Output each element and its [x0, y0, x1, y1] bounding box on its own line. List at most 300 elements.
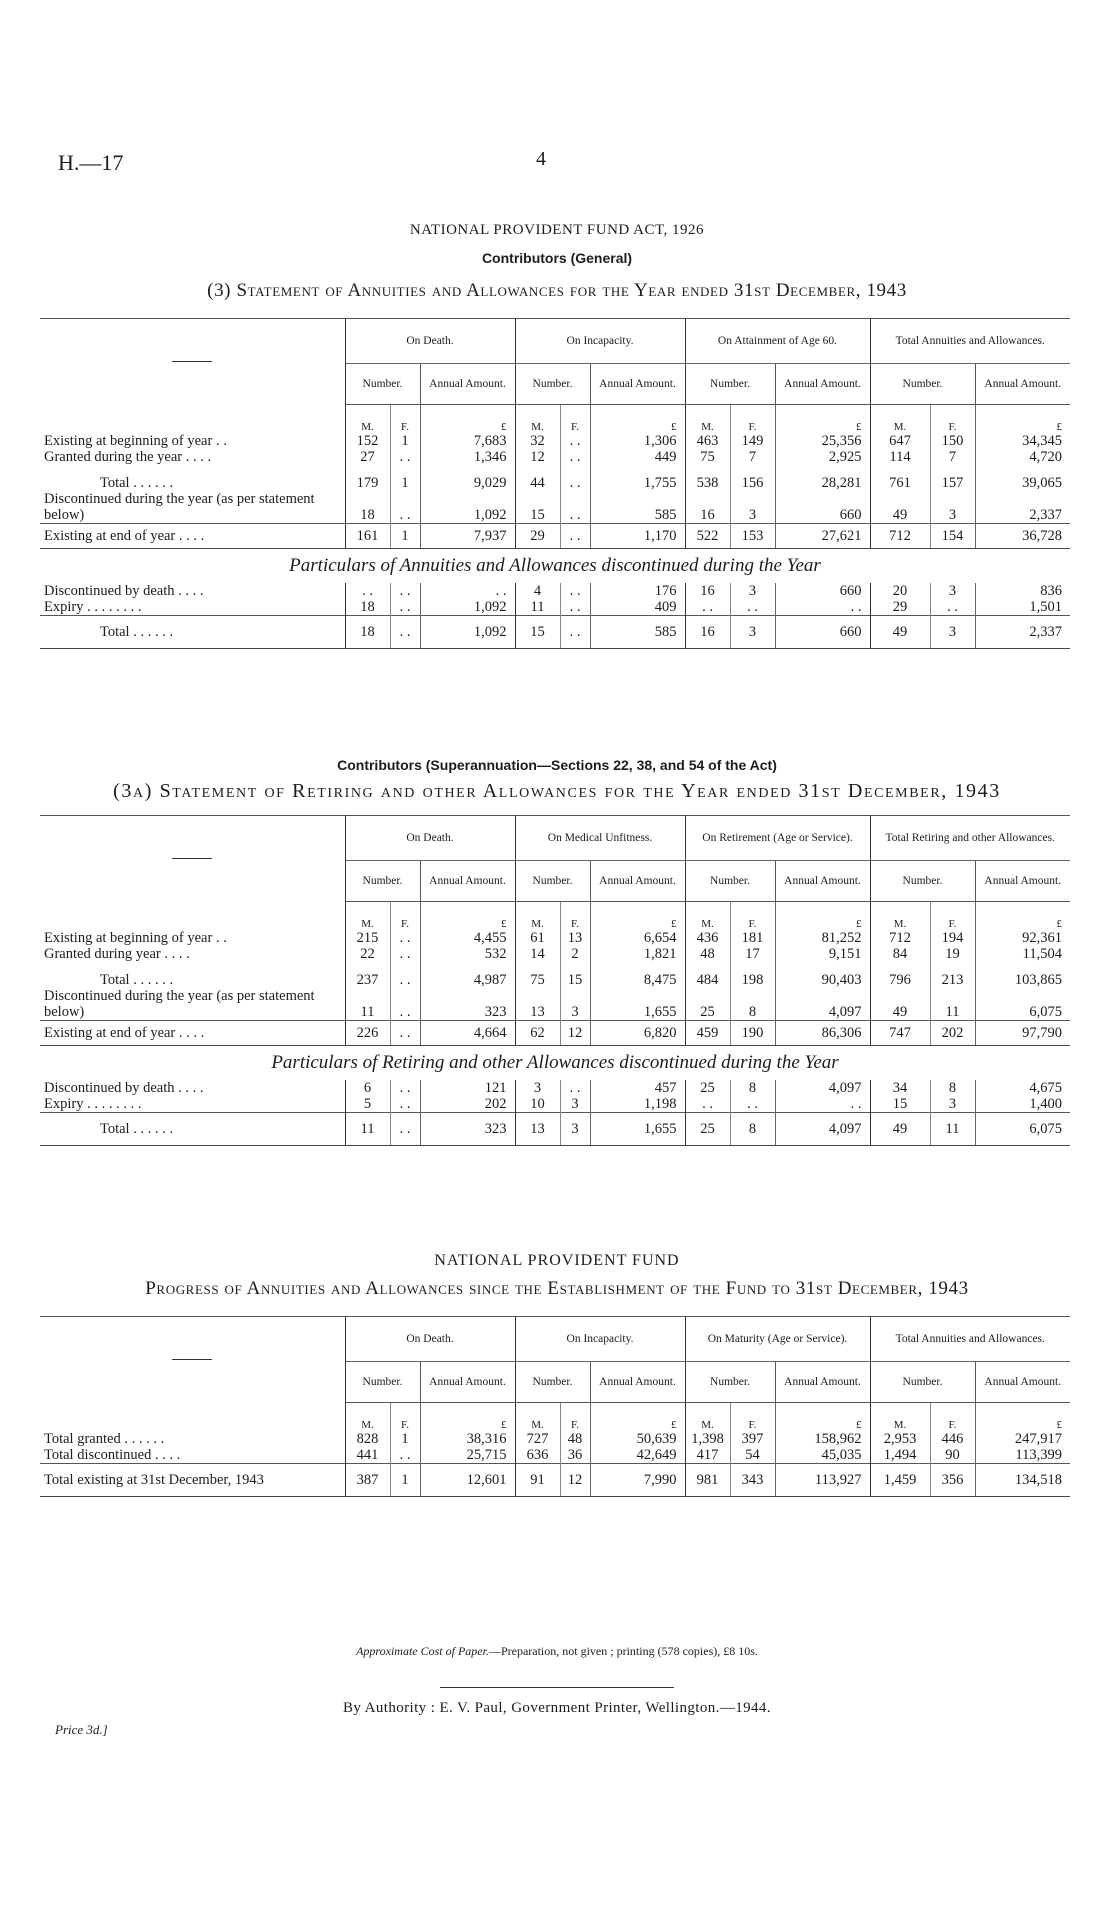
table-cell: 747	[870, 1021, 930, 1046]
table-row	[40, 583, 1070, 599]
table-cell: 6,654	[590, 930, 685, 946]
table-cell: 585	[590, 616, 685, 649]
table-cell: 6	[345, 1080, 390, 1096]
table-cell: 39,065	[975, 475, 1070, 491]
table-row	[40, 1464, 1070, 1497]
table-cell: 660	[775, 616, 870, 649]
unit-row	[40, 405, 1070, 434]
table-cell: 113,927	[775, 1464, 870, 1497]
unit-pound: £	[420, 902, 515, 931]
table-cell: 49	[870, 988, 930, 1021]
amount-header: Annual Amount.	[775, 861, 870, 902]
table-cell: 1,755	[590, 475, 685, 491]
unit-stub	[40, 902, 345, 931]
table-cell: 11	[345, 988, 390, 1021]
group-header: On Death.	[345, 1317, 515, 1362]
table-cell: 1,198	[590, 1096, 685, 1113]
amount-header: Annual Amount.	[590, 861, 685, 902]
group-header: Total Annuities and Allowances.	[870, 319, 1070, 364]
table-cell: 48	[685, 946, 730, 962]
table-cell: . .	[560, 491, 590, 524]
table-cell: 3	[515, 1080, 560, 1096]
table-cell: 75	[685, 449, 730, 465]
price-note: Price 3d.]	[55, 1722, 108, 1737]
table-cell: 538	[685, 475, 730, 491]
unit-stub	[40, 405, 345, 434]
table-cell: . .	[560, 599, 590, 616]
amount-header: Annual Amount.	[975, 1362, 1070, 1403]
table-cell: 18	[345, 599, 390, 616]
unit-f: F.	[390, 1403, 420, 1432]
number-header: Number.	[515, 1362, 590, 1403]
table-cell: 158,962	[775, 1431, 870, 1447]
table-cell: 161	[345, 524, 390, 549]
table-cell: 647	[870, 433, 930, 449]
unit-f: F.	[560, 1403, 590, 1432]
table-cell: 7	[930, 449, 975, 465]
unit-pound: £	[975, 405, 1070, 434]
table-cell: 25	[685, 1113, 730, 1146]
table-cell: 176	[590, 583, 685, 599]
section2-subtitle: Contributors (Superannuation—Sections 22, 38, and 54 of the Act)	[337, 757, 777, 773]
table-cell: 14	[515, 946, 560, 962]
table-row	[40, 1431, 1070, 1447]
unit-row	[40, 902, 1070, 931]
document-reference: H.—17	[58, 150, 124, 175]
group-header: Total Retiring and other Allowances.	[870, 816, 1070, 861]
row-label: Existing at beginning of year . .	[44, 930, 227, 946]
table-cell: 156	[730, 475, 775, 491]
table-cell: 17	[730, 946, 775, 962]
unit-m: M.	[685, 902, 730, 931]
table-cell: . .	[420, 583, 515, 599]
table-row	[40, 1113, 1070, 1146]
table-cell: 18	[345, 491, 390, 524]
row-label: Discontinued by death . . . .	[44, 583, 204, 599]
unit-m: M.	[345, 902, 390, 931]
table-cell: 3	[930, 583, 975, 599]
table-cell: 1,821	[590, 946, 685, 962]
table-cell: 42,649	[590, 1447, 685, 1464]
table-cell: . .	[775, 599, 870, 616]
unit-f: F.	[730, 902, 775, 931]
table-cell: 836	[975, 583, 1070, 599]
table-cell: 796	[870, 972, 930, 988]
statement-3a-table	[40, 815, 1070, 1146]
table-cell: 457	[590, 1080, 685, 1096]
amount-header: Annual Amount.	[590, 364, 685, 405]
table-cell: 28,281	[775, 475, 870, 491]
unit-pound: £	[975, 902, 1070, 931]
table-cell: 190	[730, 1021, 775, 1046]
table-cell: . .	[390, 1447, 420, 1464]
table-cell: . .	[685, 1096, 730, 1113]
table-cell: 11,504	[975, 946, 1070, 962]
table-cell: 8,475	[590, 972, 685, 988]
number-header: Number.	[870, 364, 975, 405]
table-cell: 34	[870, 1080, 930, 1096]
table-row	[40, 1080, 1070, 1096]
number-header: Number.	[345, 1362, 420, 1403]
table-cell: 2,337	[975, 491, 1070, 524]
amount-header: Annual Amount.	[420, 861, 515, 902]
table-row	[40, 449, 1070, 465]
stub-dash	[172, 361, 212, 362]
stub-dash	[172, 1359, 212, 1360]
row-label: Total . . . . . .	[100, 972, 174, 988]
table-cell: 45,035	[775, 1447, 870, 1464]
unit-pound: £	[420, 1403, 515, 1432]
table-cell: 48	[560, 1431, 590, 1447]
table-cell: 113,399	[975, 1447, 1070, 1464]
number-header: Number.	[345, 364, 420, 405]
table-cell: 11	[930, 988, 975, 1021]
table-cell: 1,655	[590, 1113, 685, 1146]
table-cell: 4,664	[420, 1021, 515, 1046]
cost-note-label: Approximate Cost of Paper.	[356, 1644, 489, 1658]
group-header: Total Annuities and Allowances.	[870, 1317, 1070, 1362]
table-cell: 387	[345, 1464, 390, 1497]
table-cell: 149	[730, 433, 775, 449]
table-cell: 7,683	[420, 433, 515, 449]
table-cell: 4,455	[420, 930, 515, 946]
table-cell: 8	[730, 1080, 775, 1096]
table-cell: . .	[390, 946, 420, 962]
number-header: Number.	[685, 861, 775, 902]
number-header: Number.	[870, 861, 975, 902]
unit-pound: £	[420, 405, 515, 434]
table-cell: 1	[390, 1431, 420, 1447]
row-label: Discontinued during the year (as per statement below)	[44, 988, 315, 1020]
table-cell: 3	[930, 616, 975, 649]
table-cell: . .	[390, 1080, 420, 1096]
table-cell: 1	[390, 433, 420, 449]
table-cell: 34,345	[975, 433, 1070, 449]
table-cell: . .	[685, 599, 730, 616]
table-cell: 213	[930, 972, 975, 988]
table-cell: 29	[515, 524, 560, 549]
unit-m: M.	[515, 902, 560, 931]
unit-f: F.	[560, 902, 590, 931]
table-cell: 75	[515, 972, 560, 988]
unit-stub	[40, 1403, 345, 1432]
table-cell: . .	[390, 988, 420, 1021]
table-cell: 4,675	[975, 1080, 1070, 1096]
table-row	[40, 599, 1070, 616]
table-cell: 532	[420, 946, 515, 962]
table-cell: 6,820	[590, 1021, 685, 1046]
unit-f: F.	[930, 902, 975, 931]
table-cell: 91	[515, 1464, 560, 1497]
cost-note	[0, 1644, 1114, 1659]
table-cell: 1,655	[590, 988, 685, 1021]
table-cell: 356	[930, 1464, 975, 1497]
amount-header: Annual Amount.	[420, 364, 515, 405]
row-label: Granted during the year . . . .	[44, 449, 212, 465]
table-cell: . .	[560, 433, 590, 449]
table-cell: 1,494	[870, 1447, 930, 1464]
table-cell: 15	[515, 616, 560, 649]
table-cell: 522	[685, 524, 730, 549]
table-cell: 409	[590, 599, 685, 616]
table-cell: 2,337	[975, 616, 1070, 649]
section1-subtitle: Contributors (General)	[481, 250, 633, 266]
table-cell: 4,097	[775, 1113, 870, 1146]
table-cell: 97,790	[975, 1021, 1070, 1046]
unit-pound: £	[975, 1403, 1070, 1432]
number-header: Number.	[870, 1362, 975, 1403]
table-row	[40, 988, 1070, 1021]
table-cell: 11	[930, 1113, 975, 1146]
table-cell: 16	[685, 616, 730, 649]
unit-f: F.	[390, 902, 420, 931]
act-title: NATIONAL PROVIDENT FUND ACT, 1926	[409, 222, 705, 238]
table-cell: 90	[930, 1447, 975, 1464]
table-cell: . .	[390, 491, 420, 524]
printer-authority: By Authority : E. V. Paul, Government Printer, Wellington.—1944.	[343, 1700, 771, 1716]
amount-header: Annual Amount.	[420, 1362, 515, 1403]
table-cell: 727	[515, 1431, 560, 1447]
table-cell: . .	[930, 599, 975, 616]
table-cell: 103,865	[975, 972, 1070, 988]
table-cell: 38,316	[420, 1431, 515, 1447]
row-label: Granted during year . . . .	[44, 946, 190, 962]
table-row	[40, 972, 1070, 988]
table-cell: 15	[870, 1096, 930, 1113]
unit-m: M.	[870, 1403, 930, 1432]
table-cell: 712	[870, 930, 930, 946]
unit-pound: £	[590, 902, 685, 931]
table-cell: 441	[345, 1447, 390, 1464]
table-row	[40, 1447, 1070, 1464]
group-header: On Retirement (Age or Service).	[685, 816, 870, 861]
table-cell: 15	[560, 972, 590, 988]
table-cell: 4,720	[975, 449, 1070, 465]
unit-m: M.	[515, 1403, 560, 1432]
statement-3-table	[40, 318, 1070, 649]
stub-header	[40, 1317, 345, 1403]
row-label: Existing at end of year . . . .	[40, 1021, 345, 1046]
table-cell: 1,459	[870, 1464, 930, 1497]
section2-title: (3a) Statement of Retiring and other Allowances for the Year ended 31st December, 1943	[113, 780, 1001, 802]
table-cell: 226	[345, 1021, 390, 1046]
group-header: On Incapacity.	[515, 319, 685, 364]
page-number: 4	[536, 148, 546, 170]
table-cell: 81,252	[775, 930, 870, 946]
table-cell: 86,306	[775, 1021, 870, 1046]
group-header: On Attainment of Age 60.	[685, 319, 870, 364]
table-cell: 12	[515, 449, 560, 465]
footer-rule	[440, 1687, 674, 1688]
table-cell: 16	[685, 491, 730, 524]
table-cell: 90,403	[775, 972, 870, 988]
table-cell: 2	[560, 946, 590, 962]
table-cell: 7	[730, 449, 775, 465]
table-cell: 19	[930, 946, 975, 962]
table-cell: . .	[730, 599, 775, 616]
unit-m: M.	[345, 1403, 390, 1432]
unit-f: F.	[390, 405, 420, 434]
table-cell: 6,075	[975, 988, 1070, 1021]
table-cell: 1,501	[975, 599, 1070, 616]
table-cell: 54	[730, 1447, 775, 1464]
table-cell: 3	[730, 616, 775, 649]
table-cell: 29	[870, 599, 930, 616]
table-cell: 397	[730, 1431, 775, 1447]
particulars-heading: Particulars of Retiring and other Allowances discontinued during the Year	[271, 1052, 839, 1073]
stub-header	[40, 319, 345, 405]
table-cell: . .	[560, 449, 590, 465]
table-cell: 7,937	[420, 524, 515, 549]
table-row	[40, 475, 1070, 491]
table-cell: . .	[560, 475, 590, 491]
table-cell: 150	[930, 433, 975, 449]
table-cell: 16	[685, 583, 730, 599]
table-cell: 8	[930, 1080, 975, 1096]
unit-pound: £	[775, 1403, 870, 1432]
table-row	[40, 930, 1070, 946]
table-cell: 154	[930, 524, 975, 549]
table-cell: 237	[345, 972, 390, 988]
amount-header: Annual Amount.	[775, 364, 870, 405]
unit-m: M.	[345, 405, 390, 434]
table-cell: 179	[345, 475, 390, 491]
table-cell: 446	[930, 1431, 975, 1447]
table-cell: 981	[685, 1464, 730, 1497]
particulars-heading: Particulars of Annuities and Allowances discontinued during the Year	[289, 555, 821, 576]
amount-header: Annual Amount.	[975, 861, 1070, 902]
table-cell: . .	[390, 616, 420, 649]
table-cell: 49	[870, 491, 930, 524]
group-header: On Death.	[345, 319, 515, 364]
table-cell: . .	[345, 583, 390, 599]
table-cell: 323	[420, 988, 515, 1021]
unit-m: M.	[870, 405, 930, 434]
unit-f: F.	[730, 1403, 775, 1432]
table-cell: . .	[560, 1080, 590, 1096]
table-cell: 636	[515, 1447, 560, 1464]
amount-header: Annual Amount.	[975, 364, 1070, 405]
table-cell: 9,029	[420, 475, 515, 491]
unit-f: F.	[930, 405, 975, 434]
row-label: Total discontinued . . . .	[44, 1447, 181, 1463]
table-cell: 25,715	[420, 1447, 515, 1464]
stub-dash	[172, 858, 212, 859]
table-cell: 114	[870, 449, 930, 465]
unit-f: F.	[560, 405, 590, 434]
group-header: On Maturity (Age or Service).	[685, 1317, 870, 1362]
table-row	[40, 433, 1070, 449]
table-row	[40, 616, 1070, 649]
table-cell: 6,075	[975, 1113, 1070, 1146]
table-cell: 463	[685, 433, 730, 449]
table-cell: 3	[560, 1113, 590, 1146]
table-cell: 3	[730, 491, 775, 524]
table-cell: 12	[560, 1021, 590, 1046]
table-cell: 202	[420, 1096, 515, 1113]
unit-pound: £	[775, 902, 870, 931]
table-cell: 13	[560, 930, 590, 946]
group-header: On Medical Unfitness.	[515, 816, 685, 861]
table-cell: 13	[515, 1113, 560, 1146]
progress-table	[40, 1316, 1070, 1497]
number-header: Number.	[685, 364, 775, 405]
amount-header: Annual Amount.	[775, 1362, 870, 1403]
table-cell: 436	[685, 930, 730, 946]
unit-row	[40, 1403, 1070, 1432]
table-cell: 13	[515, 988, 560, 1021]
table-cell: 44	[515, 475, 560, 491]
table-cell: 8	[730, 1113, 775, 1146]
table-cell: 5	[345, 1096, 390, 1113]
table-cell: 22	[345, 946, 390, 962]
table-cell: . .	[390, 1113, 420, 1146]
table-cell: . .	[560, 524, 590, 549]
table-cell: 449	[590, 449, 685, 465]
table-cell: 712	[870, 524, 930, 549]
stub-header	[40, 816, 345, 902]
table-cell: 84	[870, 946, 930, 962]
row-label: Total granted . . . . . .	[44, 1431, 165, 1447]
unit-f: F.	[730, 405, 775, 434]
table-cell: 198	[730, 972, 775, 988]
table-cell: . .	[390, 599, 420, 616]
table-cell: 18	[345, 616, 390, 649]
table-cell: 1,306	[590, 433, 685, 449]
table-cell: 15	[515, 491, 560, 524]
table-cell: 62	[515, 1021, 560, 1046]
row-label: Total existing at 31st December, 1943	[40, 1464, 345, 1497]
section3-subtitle: NATIONAL PROVIDENT FUND	[434, 1252, 680, 1269]
unit-f: F.	[930, 1403, 975, 1432]
table-cell: 3	[560, 988, 590, 1021]
amount-header: Annual Amount.	[590, 1362, 685, 1403]
section3-title: Progress of Annuities and Allowances since the Establishment of the Fund to 31st December, 1943	[145, 1278, 969, 1299]
table-cell: 25	[685, 1080, 730, 1096]
table-cell: 828	[345, 1431, 390, 1447]
row-label: Existing at beginning of year . .	[44, 433, 227, 449]
table-cell: 12,601	[420, 1464, 515, 1497]
table-cell: . .	[390, 1096, 420, 1113]
row-label: Discontinued by death . . . .	[44, 1080, 204, 1096]
table-cell: 660	[775, 583, 870, 599]
table-cell: 4	[515, 583, 560, 599]
table-cell: 585	[590, 491, 685, 524]
table-row	[40, 1096, 1070, 1113]
table-cell: 32	[515, 433, 560, 449]
table-cell: 1	[390, 1464, 420, 1497]
table-cell: 1,346	[420, 449, 515, 465]
table-cell: 660	[775, 491, 870, 524]
row-label: Expiry . . . . . . . .	[44, 599, 142, 615]
table-row	[40, 946, 1070, 962]
row-label: Total . . . . . .	[40, 1113, 345, 1146]
table-cell: 157	[930, 475, 975, 491]
unit-pound: £	[590, 405, 685, 434]
table-cell: 1,092	[420, 616, 515, 649]
row-label: Total . . . . . .	[40, 616, 345, 649]
table-cell: 323	[420, 1113, 515, 1146]
row-label: Existing at end of year . . . .	[40, 524, 345, 549]
table-cell: 3	[730, 583, 775, 599]
table-cell: 4,097	[775, 988, 870, 1021]
table-cell: 11	[345, 1113, 390, 1146]
table-row	[40, 491, 1070, 524]
table-cell: 9,151	[775, 946, 870, 962]
table-cell: 49	[870, 616, 930, 649]
table-cell: . .	[390, 1021, 420, 1046]
table-cell: . .	[560, 616, 590, 649]
